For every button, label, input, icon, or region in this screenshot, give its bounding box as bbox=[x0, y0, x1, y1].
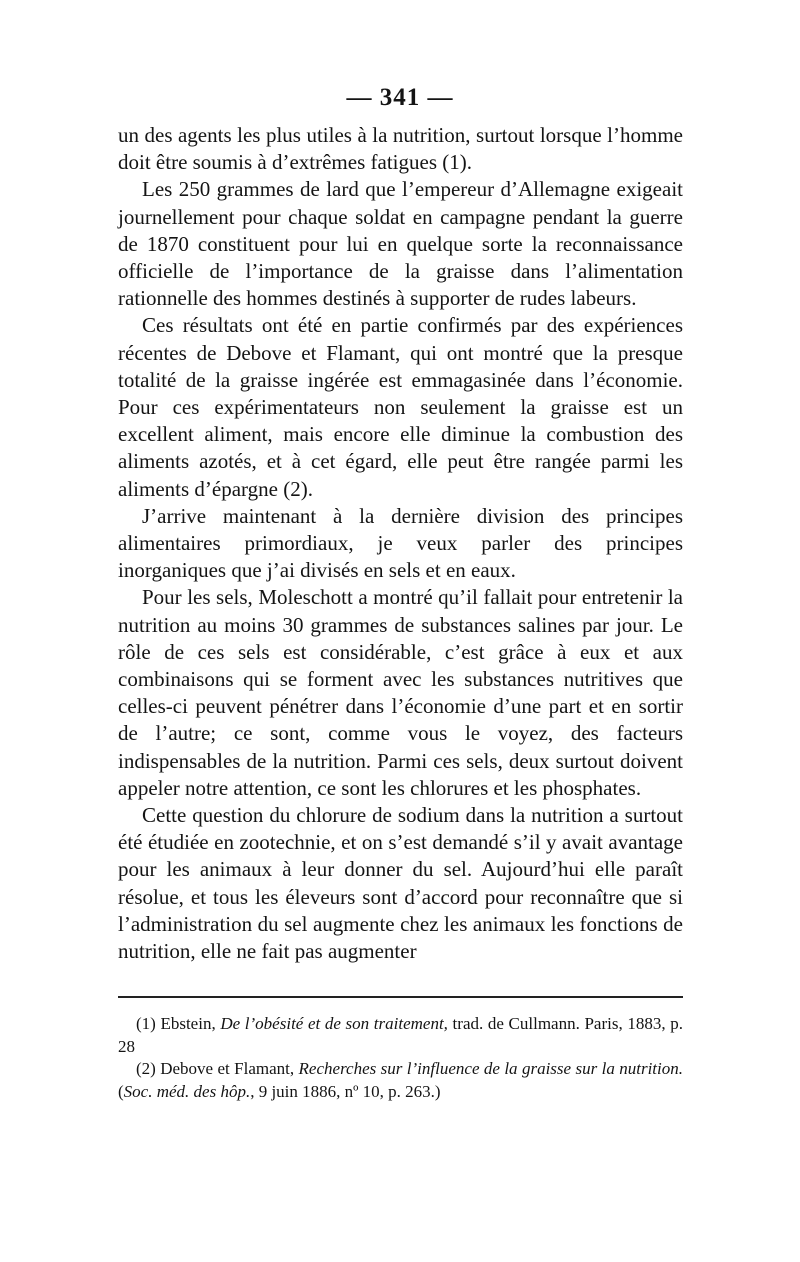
footnote-divider bbox=[118, 996, 683, 998]
paragraph-1: un des agents les plus utiles à la nutrition, surtout lorsque l’homme doit être soumis à d’extrêmes fatigues (1). bbox=[118, 123, 683, 175]
footnotes bbox=[118, 1013, 683, 1103]
footnote-2 bbox=[118, 1058, 683, 1103]
footnote-1 bbox=[118, 1013, 683, 1058]
paragraph-3: Ces résultats ont été en partie confirmés par des expériences récentes de Debove et Flamant, qui ont montré que la presque totalité de la graisse ingérée est emmagasinée dans l’économie. Pour ces expérimentateurs non seulement la graisse est un excellent aliment, mais encore elle diminue la combustion des aliments azotés, et à cet égard, elle peut être rangée parmi les aliments d’épargne (2). bbox=[118, 313, 683, 501]
paragraph-2: Les 250 grammes de lard que l’empereur d’Allemagne exigeait journellement pour chaque soldat en campagne pendant la guerre de 1870 constituent pour lui en quelque sorte la reconnaissance officielle de l’importance de la graisse dans l’alimentation rationnelle des hommes destinés à supporter de rudes labeurs. bbox=[118, 177, 683, 311]
footnote-2-paren: ( bbox=[118, 1081, 124, 1101]
paragraph-6: Cette question du chlorure de sodium dans la nutrition a surtout été étudiée en zootechnie, et on s’est demandé s’il y avait avantage pour les animaux à leur donner du sel. Aujourd’hui elle paraît résolue, et tous les éleveurs sont d’accord pour reconnaître que si l’administration du sel augmente chez les animaux les fonctions de nutrition, elle ne fait pas augmenter bbox=[118, 803, 683, 964]
footnote-1-title: De l’obésité et de son traitement, bbox=[220, 1014, 448, 1033]
footnote-1-details: trad. de Cullmann. Paris, 1883, p. 28 bbox=[118, 1014, 683, 1056]
page-number: — 341 — bbox=[346, 84, 454, 111]
footnote-1-author: (1) Ebstein, bbox=[136, 1014, 221, 1033]
paragraph-4: J’arrive maintenant à la dernière division des principes alimentaires primordiaux, je veux parler des principes inorganiques que j’ai divisés en sels et en eaux. bbox=[118, 503, 683, 583]
footnote-2-author: (2) Debove et Flamant, bbox=[136, 1059, 299, 1078]
paragraph-5: Pour les sels, Moleschott a montré qu’il fallait pour entretenir la nutrition au moins 30 grammes de substances salines par jour. Le rôle de ces sels est considérable, c’est grâce à eux et aux combinaisons qui se forment avec les substances nutritives que celles-ci peuvent pénétrer dans l’économie d’une part et en sortir de l’autre; ce sont, comme vous le voyez, des facteurs indispensables de la nutrition. Parmi ces sels, deux surtout doivent appeler notre attention, ce sont les chlorures et les phosphates. bbox=[118, 585, 683, 800]
footnote-2-title: Recherches sur l’influence de la graisse sur la nutrition. bbox=[298, 1059, 683, 1078]
footnote-2-details: , 9 juin 1886, nº 10, p. 263.) bbox=[250, 1081, 441, 1101]
footnote-2-journal: Soc. méd. des hôp. bbox=[123, 1081, 251, 1101]
body-text bbox=[118, 122, 683, 965]
